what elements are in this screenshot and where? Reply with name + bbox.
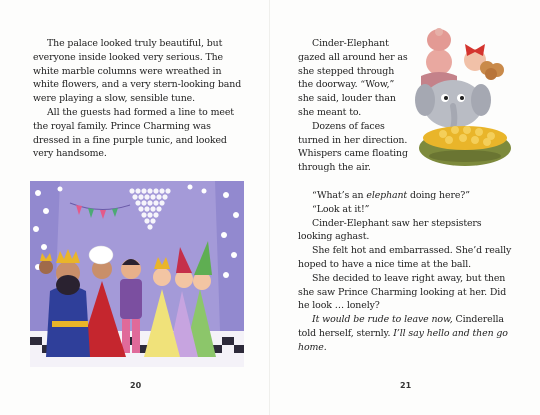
left-page-text — [33, 37, 245, 161]
royal-family-line-illustration — [30, 181, 244, 367]
quote-elephant — [298, 189, 516, 203]
right-page — [270, 0, 540, 415]
cinder-elephant-with-stepsisters-illustration — [413, 26, 519, 172]
quote-elephant-start: “What’s an — [312, 190, 367, 201]
inner-thought-2: I’ll say hello and then go home. — [298, 327, 508, 353]
right-paragraph-5: She decided to leave right away, but then she saw Prince Charming looking at her. Did he look … lonely? — [298, 272, 507, 312]
quote-look: “Look at it!” — [312, 203, 370, 215]
left-paragraph-1: The palace looked truly beautiful, but everyone inside looked very serious. The white marble columns were wreathed in white flowers, and a very stern-looking band were playing a slow, sensible tune. — [33, 38, 242, 105]
right-paragraph-2: Dozens of faces turned in her direction. Whispers came floating through the air. — [298, 120, 408, 174]
inner-thought-1: It would be rude to leave now, — [312, 314, 453, 326]
quote-elephant-end: doing here?” — [407, 190, 470, 201]
quote-elephant-emphasis: elephant — [366, 190, 408, 201]
right-page-top-text — [298, 37, 408, 175]
left-paragraph-2: All the guests had formed a line to meet the royal family. Prince Charming was dressed in a fine purple tunic, and looked very handsome. — [33, 106, 234, 160]
right-paragraph-4: She felt hot and embarrassed. She’d really hoped to have a nice time at the ball. — [298, 245, 512, 270]
page-number: 21 — [400, 381, 412, 390]
right-paragraph-1: Cinder-Elephant gazed all around her as she stepped through the doorway. “Wow,” she said, louder than she meant to. — [298, 38, 408, 118]
right-page-bottom-text — [298, 189, 516, 355]
right-paragraph-3: Cinder-Elephant saw her stepsisters looking aghast. — [298, 217, 482, 243]
right-paragraph-6 — [298, 313, 516, 354]
page-number: 20 — [130, 381, 142, 390]
narration: Cinderella told herself, sternly. — [298, 314, 504, 339]
